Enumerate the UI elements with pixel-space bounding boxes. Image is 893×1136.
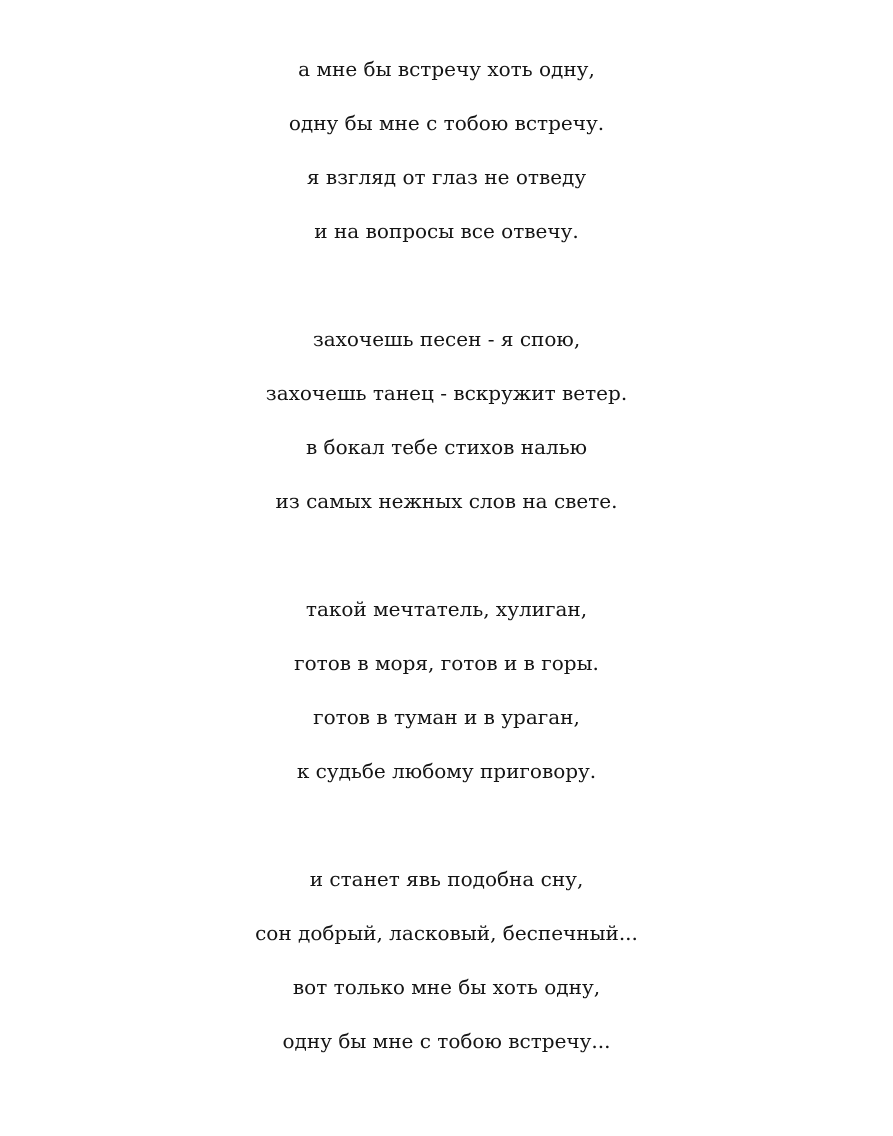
poem-line: вот только мне бы хоть одну,	[292, 975, 601, 999]
poem-line: захочешь танец - вскружит ветер.	[265, 381, 628, 405]
stanza-4	[0, 852, 893, 1068]
poem-line: в бокал тебе стихов налью	[305, 435, 588, 459]
poem-line: одну бы мне с тобою встречу...	[282, 1029, 611, 1053]
stanza-2	[0, 312, 893, 528]
poem	[0, 42, 893, 1068]
poem-line: готов в моря, готов и в горы.	[294, 651, 599, 675]
stanza-3	[0, 582, 893, 798]
poem-line: одну бы мне с тобою встречу.	[288, 111, 605, 135]
stanza-1	[0, 42, 893, 258]
poem-line: и станет явь подобна сну,	[309, 867, 584, 891]
poem-line: сон добрый, ласковый, беспечный...	[255, 921, 638, 945]
poem-line: такой мечтатель, хулиган,	[305, 597, 588, 621]
poem-line: готов в туман и в ураган,	[313, 705, 580, 729]
poem-line: я взгляд от глаз не отведу	[306, 165, 587, 189]
poem-line: к судьбе любому приговору.	[296, 759, 597, 783]
poem-line: из самых нежных слов на свете.	[275, 489, 618, 513]
poem-line: захочешь песен - я спою,	[312, 327, 581, 351]
poem-line: а мне бы встречу хоть одну,	[298, 57, 595, 81]
poem-line: и на вопросы все отвечу.	[314, 219, 579, 243]
